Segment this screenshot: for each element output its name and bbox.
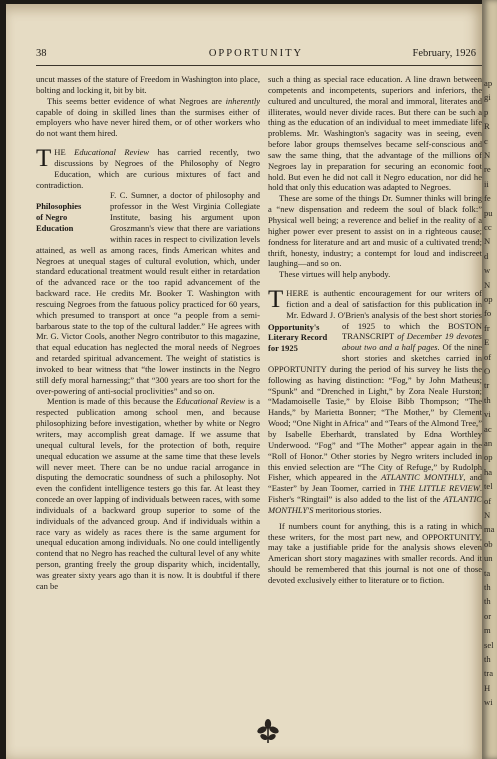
section-sidehead: Opportunity's Literary Record for 1925 — [268, 321, 328, 354]
next-page-fragment: un — [484, 553, 493, 564]
next-page-fragment: ac — [484, 423, 492, 434]
next-page-fragment: of — [484, 495, 492, 506]
next-page-fragment: tra — [484, 668, 494, 679]
magazine-title: OPPORTUNITY — [208, 48, 304, 59]
next-page-fragment: op — [484, 294, 493, 304]
next-page-fragment: N — [484, 279, 491, 290]
paragraph: This seems better evidence of what Negroes are inherently capable of doing in skilled lines than the surmises either of employers who have never hired them, or of other workers who do not want them hired. — [36, 95, 260, 139]
next-page-fragment: cc — [484, 222, 492, 232]
running-header — [36, 48, 476, 62]
next-page-fragment: p — [484, 106, 489, 117]
next-page-fragment: m — [484, 625, 491, 636]
next-page-fragment: ob — [484, 538, 493, 549]
section-body: Of the nine short stories and sketches carried in OPPORTUNITY during the period of his survey he lists the following as having distinction: “Fog,” by John Matheus; “Spunk” and “Drenched in Light,” by Zora Neale Hurston; “Madamoiselle Tasie,” by Eloise Bibb Thompson; “The Hands,” by Marietta Bonner; “The Mother,” by Clement Wood; “One Night in Africa” and “Tears of the Almond Tree,” by Isabelle Eberhardt, translated by Edna Worthley Underwood. “Fog” and “The Mother” appear again in the “Roll of Honor.” Other stories by Negro writers included in this envied selection are “The City of Refuge,” by Rudolph Fisher, which appeared in the ATLANTIC MONTHLY, and “Easter” by Jean Toomer, carried in THE LITTLE REVIEW. Fisher's “Ringtail” is also added to the list of the ATLANTIC MONTHLY'S meritorious stories. — [268, 342, 482, 515]
next-page-fragment: ha — [484, 466, 493, 477]
next-page-fragment: vi — [484, 409, 491, 420]
editorial-section-philosophies — [36, 147, 260, 396]
adjacent-page-edge — [482, 0, 497, 759]
next-page-fragment: gi — [484, 92, 491, 103]
next-page-fragment: or — [484, 610, 492, 621]
paragraph: These are some of the things Dr. Sumner thinks will bring a “new dispensation and redeem the soul of black folk:” Physical well being; a reverence and belief in the reality of a higher power ever present to assist on in a righteous cause; fondness for literature and art and music of a cultivated trend; thrift, honesty, industry; a contempt for loud and indiscreet laughing—and so on. — [268, 193, 482, 269]
next-page-fragment: O — [484, 366, 491, 376]
next-page-fragment: wi — [484, 697, 493, 708]
next-page-fragment: N — [484, 510, 491, 520]
magazine-page — [6, 4, 482, 759]
next-page-fragment: ap — [484, 78, 493, 88]
paragraph: These virtues will help anybody. — [279, 269, 391, 280]
next-page-fragment: w — [484, 265, 491, 276]
next-page-fragment: N — [484, 236, 491, 247]
left-column — [36, 74, 260, 739]
next-page-fragment: th — [484, 394, 491, 405]
editorial-section-literary-record: THERE is authentic encouragement for our writers of fiction and a deal of satisfaction for this publication in Mr. Edward J. O'Brien's analysis of the best short stories of 1925 to which the Opportunity's Literary Record for 1925 BOSTON TRANSCRIPT of December 19 devotes about two and a half pages. Of the nine short stories and sketches carried in OPPORTUNITY during the period of his survey he lists the following as having distinction: “Fog,” by John Matheus; “Spunk” and “Drenched in Light,” by Zora Neale Hurston; “Madamoiselle Tasie,” by Eloise Bibb Thompson; “The Hands,” by Marietta Bonner; “The Mother,” by Clement Wood; “One Night in Africa” and “Tears of the Almond Tree,” by Isabelle Eberhardt, translated by Edna Worthley Underwood. “Fog” and “The Mother” appear again in the “Roll of Honor.” Other stories by Negro writers included in this envied selection are “The City of Refuge,” by Rudolph Fisher, which appeared in the ATLANTIC MONTHLY, and “Easter” by Jean Toomer, carried in THE LITTLE REVIEW. Fisher's “Ringtail” is also added to the list of the ATLANTIC MONTHLY'S meritorious stories. — [268, 286, 482, 515]
next-page-fragment: op — [484, 452, 493, 463]
next-page-fragment: tel — [484, 481, 493, 492]
fleuron-ornament-icon — [256, 718, 280, 744]
paragraph: such a thing as special race education. A line drawn between competents and incompetents, superiors and inferiors, the cultured and uncultured, the moral and immoral, literates and illiterates, would never divide races. But there can be such a thing as the education of an individual to meet immediate life problems. Mr. Washington's sagacity was in seeing, even before labor groups themselves became self-conscious and saw the same thing, that the advantage of the millions of Negroes lay in preparation for securing an economic foot hold. But even he did not call it Negro education, nor did he hold that only this education was adapted to Negroes. — [268, 74, 482, 193]
header-rule — [36, 65, 482, 66]
next-page-fragment: c — [484, 135, 488, 146]
section-lead: THE Educational Review has carried recently, two discussions by Negroes of the Philosophy of Negro Education, which are curious mixtures of fact and contradiction. — [36, 145, 260, 190]
next-page-fragment: N — [484, 150, 491, 160]
next-page-fragment: re — [484, 164, 491, 175]
next-page-fragment: th — [484, 596, 491, 607]
issue-date: February, 1926 — [412, 48, 476, 59]
next-page-fragment: ta — [484, 567, 491, 578]
paragraph: If numbers count for anything, this is a rating in which these writers, for the most part new, and OPPORTUNITY, may take a justifiable pride for the analysis shows eleven American short story magazines with smaller records. And it should be remembered that this journal is not one of those devoted exclusively either to literature or to fiction. — [268, 520, 482, 585]
next-page-fragment: fr — [484, 322, 490, 333]
next-page-fragment: an — [484, 438, 493, 448]
next-page-fragment: ma — [484, 524, 495, 535]
next-page-fragment: R — [484, 121, 490, 132]
next-page-fragment: fo — [484, 308, 492, 319]
paragraph: Mention is made of this because the Educational Review is a respected publication among school men, and because philosophizing before investigation, whether by white or Negro writers, may accomplish great damage. If we assume that unequal cultural levels, for the protection of both, require unequal education we assume at the same time that these levels will never meet. There can be no undue racial arrogance in disputing the democratic soundness of such a philosophy. Not even the confident intelligence testers go this far. At least they concede an over lapping of individuals between races, with some individuals of a backward group superior to some of the individuals of the advanced group. And if individuals within a race vary as widely as races there is the same argument for unequal education among individuals. No one could intelligently contend that no Negro has reached the cultural level of any white person, granting freely the group disparity which, incidentally, was greater sixty years ago than it is now. It is doubtful if there can be — [36, 396, 260, 591]
drop-cap: T — [36, 145, 52, 173]
next-page-fragment: H — [484, 682, 491, 693]
right-column — [268, 74, 482, 739]
page-number: 38 — [36, 48, 47, 59]
next-page-fragment: ii — [484, 178, 489, 189]
next-page-fragment: th — [484, 654, 491, 664]
next-page-fragment: tr — [484, 380, 490, 391]
next-page-fragment: pu — [484, 207, 493, 218]
next-page-fragment: th — [484, 582, 491, 592]
next-page-fragment: fe — [484, 193, 491, 204]
next-page-fragment: d — [484, 250, 489, 261]
paragraph: uncut masses of the stature of Freedom in Washington into place, bolting and locking it, bit by bit. — [36, 74, 260, 95]
section-body: F. C. Sumner, a doctor of philosophy and professor in the West Virginia Collegiate Institute, basing his argument upon Groszmann's view that there are variations within races in respect to civilization levels attained, as well as among races, finds American whites and Negroes at unequal stages of cultural evolution, which, under standard educational treatment would result either in retardation of the advanced race or the too rapid advancement of the backward race. He credits Mr. Booker T. Washington with rescuing Negroes from the fatuous policy practiced for 60 years, which presumed to transport at once “a people from a semi-barbarous state to the top of the cultural ladder.” He agrees with Mr. G. Victor Cools, another Negro contributor to this magazine, that equal education has neglected the moral needs of Negroes and retarded spiritual advancement. The weight of statistics is invoked to bear witness that “the lower instincts in the Negro still defy moral harnessing;” that “300 years are too short for the over-powering of anti-social proclivities” and so on. — [36, 190, 260, 396]
next-page-fragment: E — [484, 337, 490, 348]
drop-cap: T — [268, 286, 284, 314]
next-page-fragment: sel — [484, 639, 494, 650]
next-page-fragment: of — [484, 351, 492, 362]
section-sidehead: Philosophies of Negro Education — [36, 201, 82, 234]
